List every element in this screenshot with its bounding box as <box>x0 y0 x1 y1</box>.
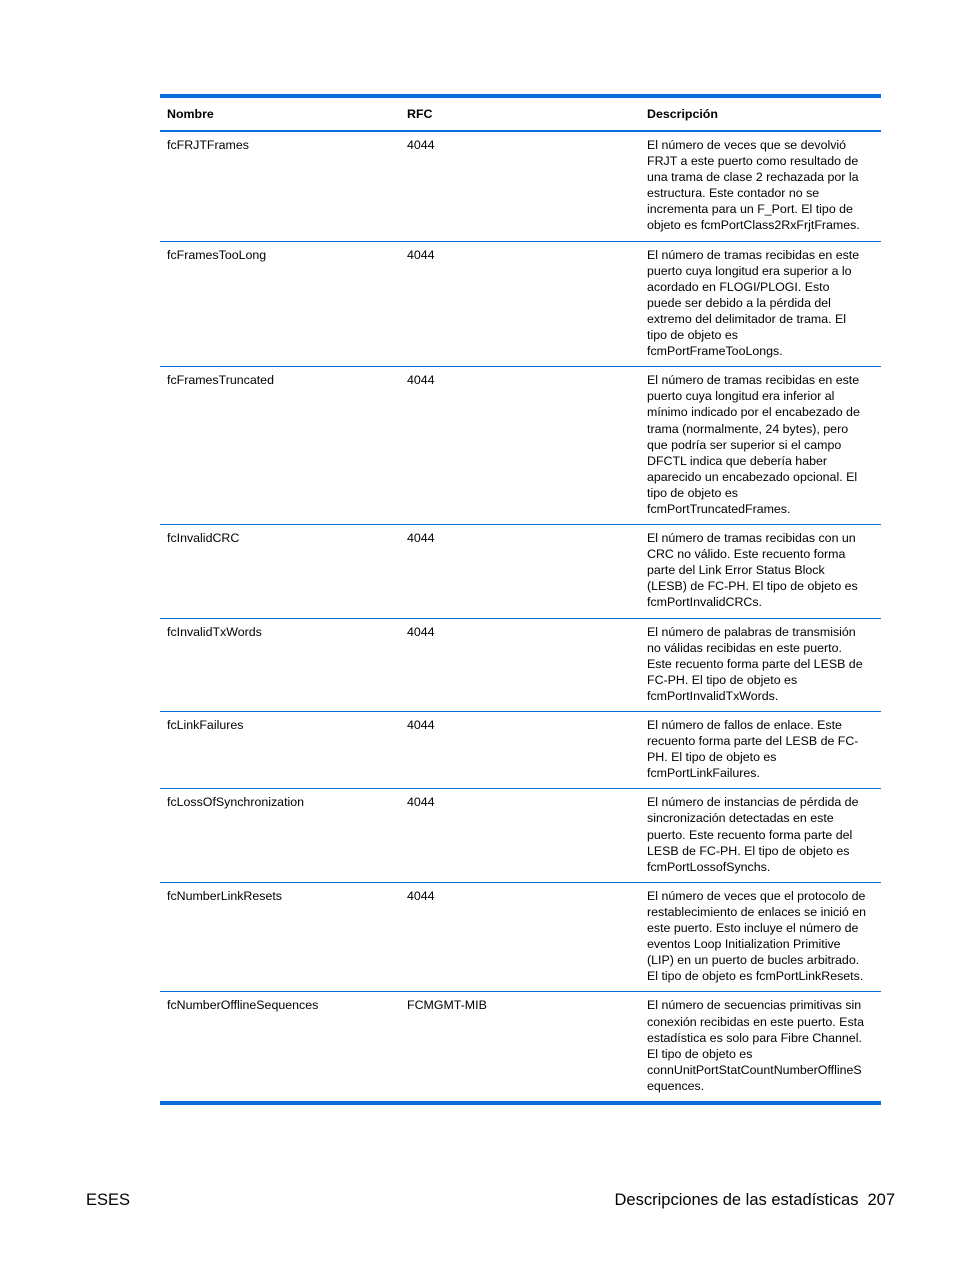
statistic-name: fcFramesTruncated <box>167 373 274 388</box>
description-line: DFCTL indica que debería haber <box>647 453 827 468</box>
description-line: El número de palabras de transmisión <box>647 624 856 639</box>
statistic-rfc: 4044 <box>407 888 435 903</box>
description-line: El número de veces que se devolvió <box>647 138 847 152</box>
statistic-rfc: FCMGMT-MIB <box>407 998 487 1013</box>
column-header-name: Nombre <box>167 106 214 121</box>
statistic-rfc: 4044 <box>407 795 435 810</box>
description-line: El número de tramas recibidas en este <box>647 247 860 262</box>
description-line: objeto es fcmPortClass2RxFrjtFrames. <box>647 218 860 233</box>
footer-section-title: Descripciones de las estadísticas <box>614 1191 859 1209</box>
description-line: CRC no válido. Este recuento forma <box>647 547 846 562</box>
description-line: El tipo de objeto es <box>647 1046 753 1061</box>
description-line: Este recuento forma parte del LESB de <box>647 656 863 671</box>
table-row <box>160 883 881 993</box>
description-line: no válidas recibidas en este puerto. <box>647 640 842 655</box>
description-line: El número de fallos de enlace. Este <box>647 718 842 732</box>
description-line: incrementa para un F_Port. El tipo de <box>647 202 853 217</box>
statistic-name: fcNumberLinkResets <box>167 888 283 903</box>
table-row <box>160 132 881 242</box>
description-line: tipo de objeto es <box>647 328 738 343</box>
description-line: fcmPortFrameTooLongs. <box>647 344 783 359</box>
description-line: fcmPortLossofSynchs. <box>647 859 771 874</box>
statistic-name: fcLossOfSynchronization <box>167 795 305 810</box>
description-line: aparecido un encabezado opcional. El <box>647 469 858 484</box>
table-row <box>160 992 881 1101</box>
description-line: que podría ser superior si el campo <box>647 437 842 452</box>
description-line: fcmPortTruncatedFrames. <box>647 501 791 516</box>
description-line: estructura. Este contador no se <box>647 186 820 201</box>
page-footer <box>0 1191 954 1215</box>
description-line: El número de secuencias primitivas sin <box>647 998 862 1013</box>
description-line: El número de veces que el protocolo de <box>647 888 866 903</box>
description-line: El número de instancias de pérdida de <box>647 795 859 810</box>
description-line: tipo de objeto es <box>647 485 738 500</box>
description-line: equences. <box>647 1078 705 1093</box>
description-line: (LIP) en un puerto de bucles arbitrado. <box>647 953 860 968</box>
description-line: conexión recibidas en este puerto. Esta <box>647 1014 864 1029</box>
table-row <box>160 789 881 882</box>
table-row <box>160 242 881 368</box>
statistic-rfc: 4044 <box>407 247 435 262</box>
description-line: recuento forma parte del LESB de FC- <box>647 734 859 749</box>
description-line: restablecimiento de enlaces se inició en <box>647 904 867 919</box>
footer-language-code: ESES <box>86 1191 131 1209</box>
description-line: eventos Loop Initialization Primitive <box>647 937 841 952</box>
statistic-description <box>640 242 881 367</box>
statistic-description <box>640 367 881 524</box>
statistic-rfc: 4044 <box>407 138 435 152</box>
statistic-rfc: 4044 <box>407 373 435 388</box>
statistic-description <box>640 883 881 992</box>
description-line: LESB de FC-PH. El tipo de objeto es <box>647 843 850 858</box>
table-row <box>160 525 881 618</box>
statistic-name: fcInvalidCRC <box>167 531 240 546</box>
statistic-name: fcNumberOfflineSequences <box>167 998 319 1013</box>
table-body <box>160 132 881 1101</box>
column-header-rfc: RFC <box>407 106 433 121</box>
statistic-rfc: 4044 <box>407 718 435 732</box>
statistic-rfc: 4044 <box>407 624 435 639</box>
statistics-table <box>160 94 881 1105</box>
statistic-description <box>640 525 881 617</box>
statistic-description <box>640 132 881 241</box>
description-line: El número de tramas recibidas con un <box>647 531 856 546</box>
description-line: parte del Link Error Status Block <box>647 563 825 578</box>
description-line: puerto. Este recuento forma parte del <box>647 827 853 842</box>
description-line: El tipo de objeto es fcmPortLinkResets. <box>647 969 864 984</box>
statistic-description <box>640 619 881 711</box>
description-line: acordado en FLOGI/PLOGI. Esto <box>647 279 830 294</box>
description-line: FC-PH. El tipo de objeto es <box>647 672 798 687</box>
description-line: (LESB) de FC-PH. El tipo de objeto es <box>647 579 858 594</box>
description-line: puerto cuya longitud era superior a lo <box>647 263 852 278</box>
description-line: PH. El tipo de objeto es <box>647 750 777 765</box>
description-line: El número de tramas recibidas en este <box>647 373 860 388</box>
description-line: FRJT a este puerto como resultado de <box>647 154 859 169</box>
description-line: estadística es solo para Fibre Channel. <box>647 1030 862 1045</box>
table-row <box>160 367 881 525</box>
table-header-row <box>160 98 881 132</box>
description-line: puerto cuya longitud era inferior al <box>647 389 835 404</box>
statistic-description <box>640 992 881 1101</box>
description-line: connUnitPortStatCountNumberOfflineS <box>647 1062 862 1077</box>
description-line: mínimo indicado por el encabezado de <box>647 405 860 420</box>
page-number: 207 <box>867 1191 895 1209</box>
statistic-description <box>640 789 881 881</box>
description-line: este puerto. Esto incluye el número de <box>647 921 859 936</box>
column-header-description: Descripción <box>647 106 718 121</box>
description-line: puede ser debido a la pérdida del <box>647 295 831 310</box>
description-line: extremo del delimitador de trama. El <box>647 311 847 326</box>
description-line: trama (normalmente, 24 bytes), pero <box>647 421 849 436</box>
statistic-name: fcLinkFailures <box>167 718 244 732</box>
statistic-name: fcInvalidTxWords <box>167 624 262 639</box>
description-line: fcmPortLinkFailures. <box>647 766 760 781</box>
description-line: una trama de clase 2 rechazada por la <box>647 170 859 185</box>
description-line: sincronización detectadas en este <box>647 811 834 826</box>
table-row <box>160 619 881 712</box>
table-row <box>160 712 881 789</box>
description-line: fcmPortInvalidTxWords. <box>647 688 779 703</box>
statistic-rfc: 4044 <box>407 531 435 546</box>
description-line: fcmPortInvalidCRCs. <box>647 595 762 610</box>
statistic-name: fcFRJTFrames <box>167 138 249 152</box>
footer-right <box>615 1191 895 1210</box>
statistic-description <box>640 712 881 788</box>
statistic-name: fcFramesTooLong <box>167 247 267 262</box>
